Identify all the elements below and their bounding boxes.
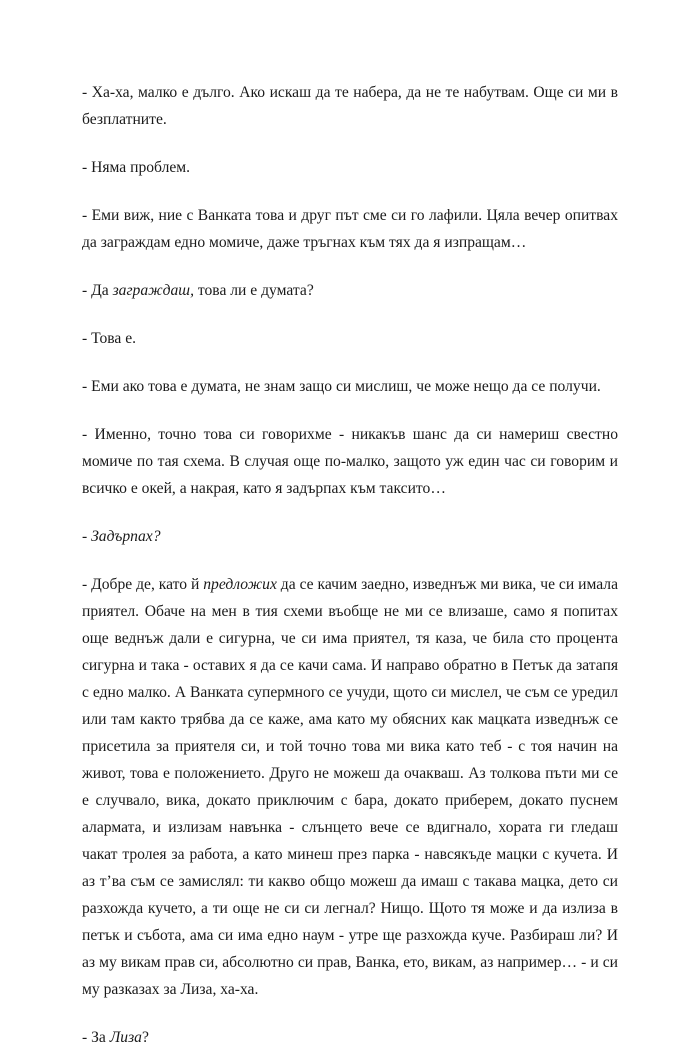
text-segment: ?: [141, 1029, 149, 1046]
text-segment: да се качим заедно, изведнъж ми вика, че си имала приятел. Обаче на мен в тия схеми въобще не ми се влизаше, само я попитах още веднъж дали е сигурна, че си има приятел, тя каза, че била сто процента сигурна и така - оставих я да се качи сама. И направо обратно в Петък да затапя с едно малко. А Ванката супермного се учуди, щото си мислел, че съм се уредил или там както трябва да се каже, ама като му обясних как мацката изведнъж се присетила за приятеля си, и той точно това ми вика като теб - с тоя начин на живот, това е положението. Друго не можеш да очакваш. Аз толкова пъти ми се е случвало, вика, докато приключим с бара, докато приберем, докато пуснем алармата, и излизам навънка - слънцето вече се вдигнало, хората ги гледаш чакат тролея за работа, а като минеш през парка - навсякъде мацки с кучета. И аз т’ва съм се замислял: ти какво общо можеш да имаш с такава мацка, дето си разхожда кучето, а ти още не си си легнал? Нищо. Щото тя може и да излиза в петък и събота, ама си има едно наум - утре ще разхожда куче. Разбираш ли? И аз му викам прав си, абсолютно си прав, Ванка, ето, викам, аз например… - и си му разказах за Лиза, ха-ха.: [82, 576, 618, 998]
paragraph: [82, 1024, 618, 1051]
text-segment: - Добре де, като й: [82, 576, 204, 593]
text-segment: - За: [82, 1029, 110, 1046]
text-segment: - Няма проблем.: [82, 159, 191, 176]
text-body: [82, 79, 618, 1051]
paragraph: [82, 202, 618, 256]
italic-text: предложих: [203, 576, 277, 593]
paragraph: [82, 373, 618, 400]
paragraph: [82, 523, 618, 550]
paragraph: [82, 277, 618, 304]
text-segment: - Това е.: [82, 330, 137, 347]
italic-text: заграждаш,: [112, 282, 194, 299]
text-segment: - Ха-ха, малко е дълго. Ако искаш да те набера, да не те набутвам. Още си ми в безплатните.: [82, 84, 618, 128]
italic-text: - Задърпах?: [82, 528, 161, 545]
paragraph: [82, 79, 618, 133]
paragraph: [82, 571, 618, 1003]
text-segment: това ли е думата?: [193, 282, 314, 299]
text-segment: - Еми ако това е думата, не знам защо си мислиш, че може нещо да се получи.: [82, 378, 601, 395]
paragraph: [82, 325, 618, 352]
text-segment: - Да: [82, 282, 113, 299]
text-segment: - Именно, точно това си говорихме - никакъв шанс да си намериш свестно момиче по тая схема. В случая още по-малко, защото уж един час си говорим и всичко е окей, а накрая, като я задърпах към таксито…: [82, 426, 618, 497]
italic-text: Лиза: [109, 1029, 142, 1046]
paragraph: [82, 421, 618, 502]
text-segment: - Еми виж, ние с Ванката това и друг път сме си го лафили. Цяла вечер опитвах да заграждам едно момиче, даже тръгнах към тях да я изпращам…: [82, 207, 618, 251]
paragraph: [82, 154, 618, 181]
